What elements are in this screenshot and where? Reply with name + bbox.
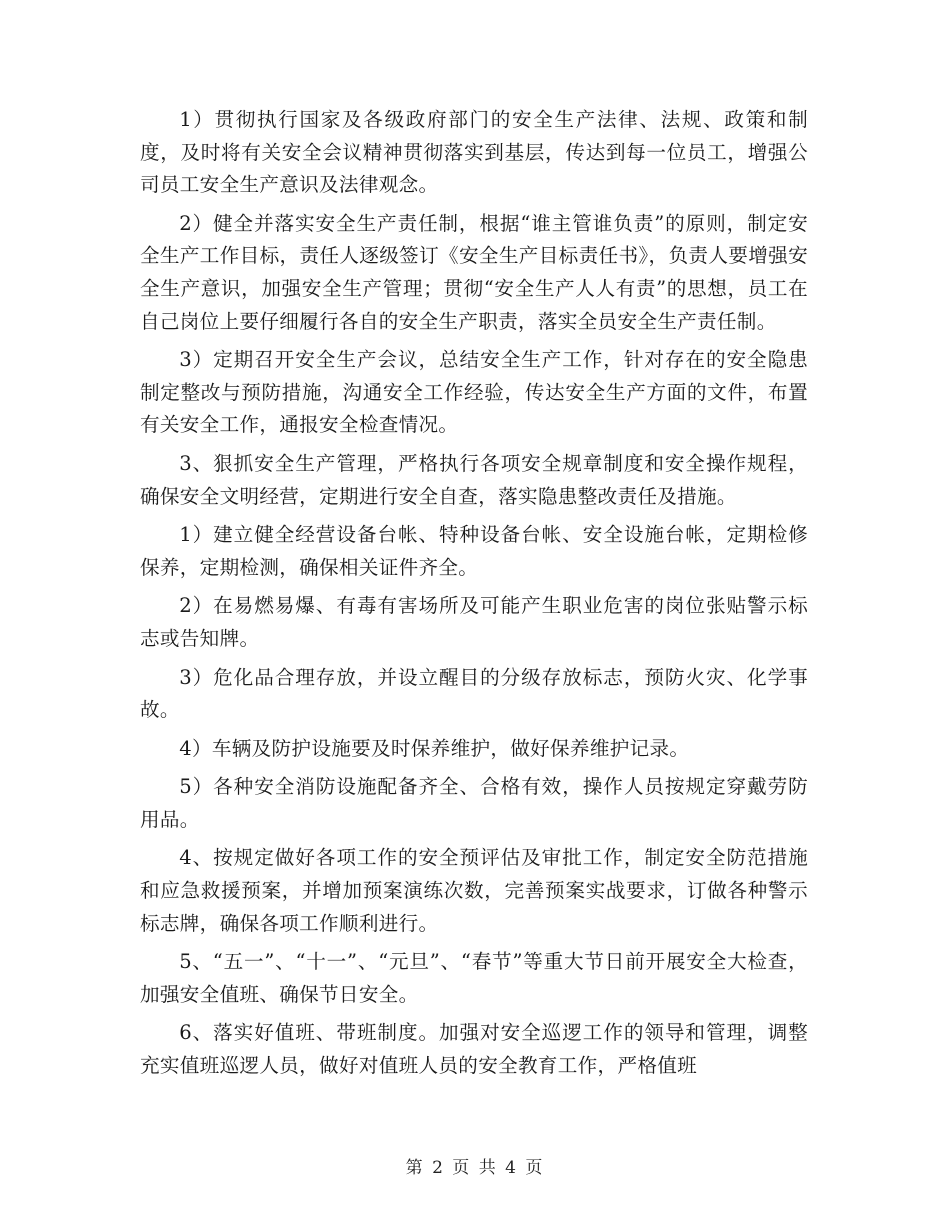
paragraph-5: 1）建立健全经营设备台帐、特种设备台帐、安全设施台帐，定期检修保养，定期检测，确保相关证件齐全。 bbox=[140, 523, 808, 579]
paragraph-2: 2）健全并落实安全生产责任制，根据“谁主管谁负责”的原则，制定安全生产工作目标，责任人逐级签订《安全生产目标责任书》，负责人要增强安全生产意识，加强安全生产管理；贯彻“安全生产人人有责”的思想，员工在自己岗位上要仔细履行各自的安全生产职责，落实全员安全生产责任制。 bbox=[140, 211, 808, 333]
document-body bbox=[140, 104, 808, 1089]
paragraph-1: 1）贯彻执行国家及各级政府部门的安全生产法律、法规、政策和制度，及时将有关安全会议精神贯彻落实到基层，传达到每一位员工，增强公司员工安全生产意识及法律观念。 bbox=[140, 108, 808, 197]
paragraph-10: 4、按规定做好各项工作的安全预评估及审批工作，制定安全防范措施和应急救援预案，并增加预案演练次数，完善预案实战要求，订做各种警示标志牌，确保各项工作顺利进行。 bbox=[140, 846, 808, 935]
paragraph-3: 3）定期召开安全生产会议，总结安全生产工作，针对存在的安全隐患制定整改与预防措施，沟通安全工作经验，传达安全生产方面的文件，布置有关安全工作，通报安全检查情况。 bbox=[140, 348, 808, 437]
paragraph-12: 6、落实好值班、带班制度。加强对安全巡逻工作的领导和管理，调整充实值班巡逻人员，做好对值班人员的安全教育工作，严格值班 bbox=[140, 1021, 808, 1078]
paragraph-11: 5、“五一”、“十一”、“元旦”、“春节”等重大节日前开展安全大检查，加强安全值班、确保节日安全。 bbox=[140, 950, 808, 1006]
page-number-footer: 第 2 页 共 4 页 bbox=[405, 1158, 545, 1178]
paragraph-7: 3）危化品合理存放，并设立醒目的分级存放标志，预防火灾、化学事故。 bbox=[140, 665, 808, 722]
paragraph-9: 5）各种安全消防设施配备齐全、合格有效，操作人员按规定穿戴劳防用品。 bbox=[140, 775, 808, 831]
paragraph-8: 4）车辆及防护设施要及时保养维护，做好保养维护记录。 bbox=[179, 736, 690, 760]
paragraph-4: 3、狠抓安全生产管理，严格执行各项安全规章制度和安全操作规程，确保安全文明经营，定期进行安全自查，落实隐患整改责任及措施。 bbox=[140, 451, 808, 508]
paragraph-6: 2）在易燃易爆、有毒有害场所及可能产生职业危害的岗位张贴警示标志或告知牌。 bbox=[140, 594, 808, 650]
